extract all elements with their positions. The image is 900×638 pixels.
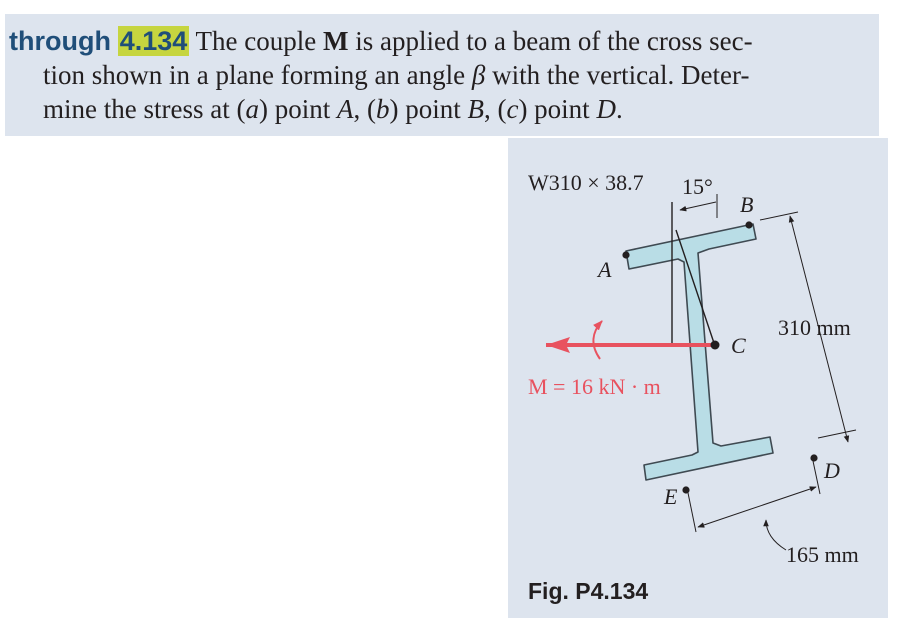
moment-label: M = 16 kN · m [528, 374, 661, 399]
point-d-ref: D [596, 94, 616, 124]
problem-line-1 [9, 24, 869, 58]
part-c-letter: c [506, 94, 519, 124]
point-d-dot [810, 454, 817, 461]
width-ext-left [687, 488, 696, 532]
width-label: 165 mm [786, 542, 859, 567]
point-e-label: E [664, 484, 678, 509]
problem-text-3i: , ( [483, 94, 507, 124]
section-label: W310 × 38.7 [528, 170, 644, 195]
problem-text-1c: is applied to a beam of the cross sec- [348, 26, 753, 56]
problem-text-1a: The couple [189, 26, 324, 56]
problem-text-3m: . [615, 94, 623, 124]
moment-rotation-arrow [593, 321, 602, 359]
point-c-dot [711, 341, 720, 350]
width-dimension-line [698, 487, 816, 527]
w-beam-section [626, 224, 773, 480]
point-a-label: A [598, 257, 612, 282]
problem-line-3 [9, 92, 869, 126]
point-b-ref: B [467, 94, 484, 124]
problem-line-2 [9, 58, 869, 92]
part-a-letter: a [245, 94, 259, 124]
width-ext-right [813, 461, 820, 494]
angle-dimension [680, 202, 716, 210]
problem-number[interactable]: 4.134 [119, 26, 188, 56]
problem-text-3k: ) point [518, 94, 597, 124]
figure-panel [508, 138, 888, 618]
problem-lead-word: through [9, 26, 111, 56]
problem-text-3g: ) point [389, 94, 468, 124]
point-a-ref: A [336, 94, 354, 124]
point-a-dot [622, 251, 629, 258]
problem-statement [5, 14, 879, 136]
figure-caption: Fig. P4.134 [528, 578, 649, 604]
point-d-label: D [824, 458, 840, 483]
part-b-letter: b [375, 94, 390, 124]
depth-ext-bottom [818, 430, 856, 438]
problem-text-3e: , ( [353, 94, 376, 124]
problem-text-2c: with the vertical. Deter- [485, 60, 750, 90]
point-e-dot [682, 486, 689, 493]
problem-text-2a: tion shown in a plane forming an angle [43, 60, 472, 90]
width-leader [766, 520, 786, 550]
point-c-label: C [731, 333, 746, 358]
problem-text-3c: ) point [258, 94, 337, 124]
depth-label: 310 mm [778, 315, 851, 340]
couple-symbol: M [323, 26, 349, 56]
point-b-dot [745, 221, 752, 228]
beta-symbol: β [471, 60, 486, 90]
beam-diagram [508, 138, 888, 618]
point-b-label: B [740, 192, 754, 217]
problem-text-3a: mine the stress at ( [43, 94, 246, 124]
depth-ext-top [760, 212, 798, 220]
angle-label: 15° [682, 174, 713, 199]
